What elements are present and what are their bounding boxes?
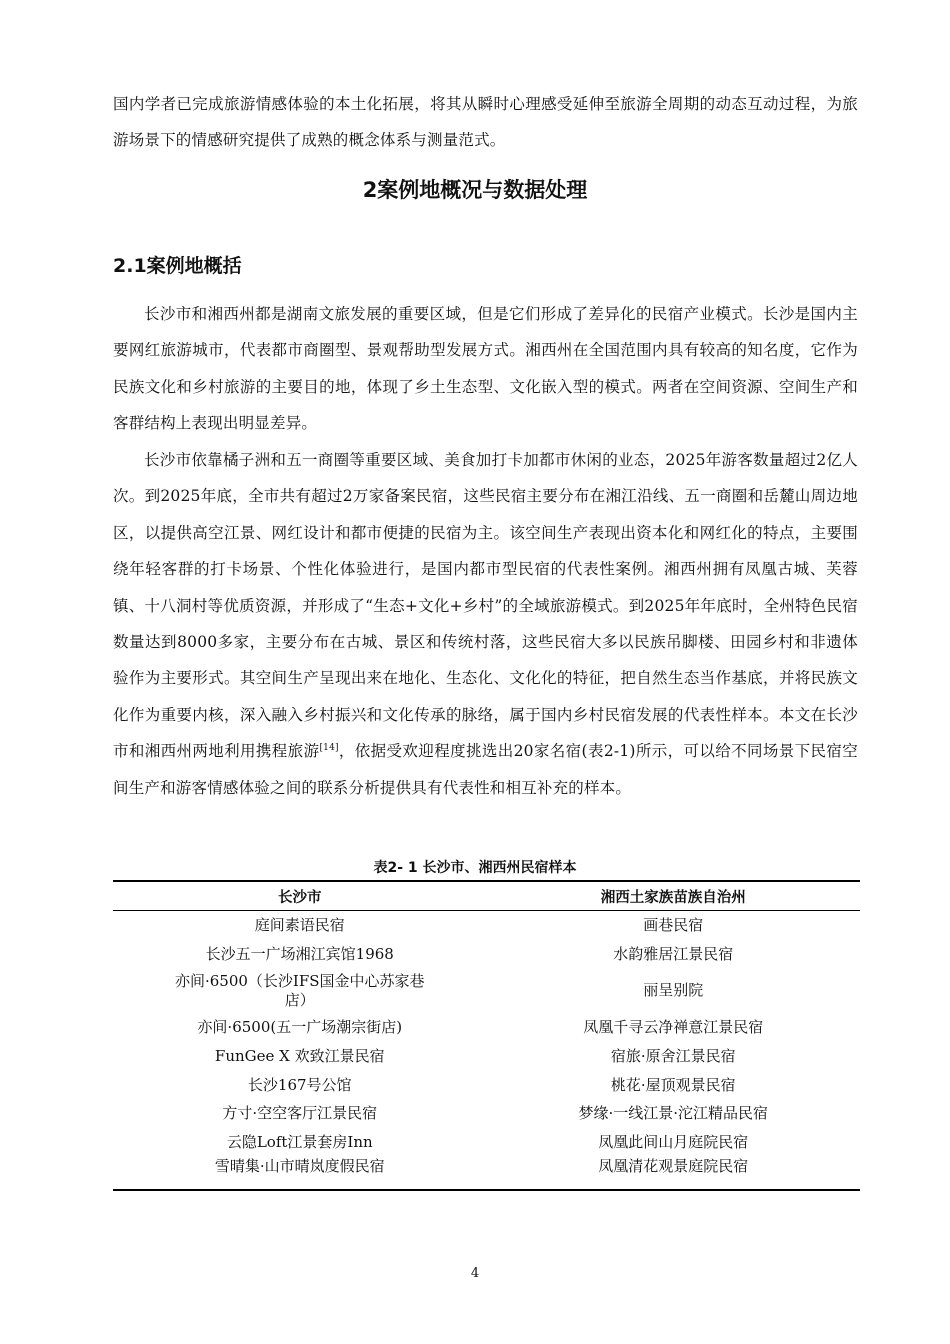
table-cell: 雪晴集·山市晴岚度假民宿 (113, 1157, 487, 1190)
table-cell: 丽呈别院 (643, 981, 704, 1000)
table-cell: 方寸·空空客厅江景民宿 (222, 1104, 378, 1123)
paragraph-overview: 长沙市和湘西州都是湖南文旅发展的重要区域，但是它们形成了差异化的民宿产业模式。长沙是国内主要网红旅游城市，代表都市商圈型、景观帮助型发展方式。湘西州在全国范围内具有较高的知名度，它作为民族文化和乡村旅游的主要目的地，体现了乡土生态型、文化嵌入型的模式。两者在空间资源、空间生产和客群结构上表现出明显差异。 (113, 305, 858, 433)
column-header-changsha: 长沙市 (113, 881, 487, 911)
table-cell: 亦间·6500(五一广场潮宗街店) (197, 1018, 403, 1037)
table-cell: 庭间素语民宿 (254, 915, 345, 934)
table-cell: 梦缘·一线江景·沱江精品民宿 (578, 1104, 769, 1123)
section-heading: 2案例地概况与数据处理 (362, 178, 588, 202)
table-cell: FunGee X 欢致江景民宿 (214, 1046, 385, 1065)
table-row (113, 1013, 860, 1042)
table-cell: 凤凰清花观景庭院民宿 (487, 1157, 861, 1190)
table-cell: 水韵雅居江景民宿 (613, 944, 734, 963)
table-row (113, 1042, 860, 1071)
paragraph-details-main: 长沙市依靠橘子洲和五一商圈等重要区域、美食加打卡加都市休闲的业态，2025年游客数量超过2亿人次。到2025年底，全市共有超过2万家备案民宿，这些民宿主要分布在湘江沿线、五一商圈和岳麓山周边地区，以提供高空江景、网红设计和都市便捷的民宿为主。该空间生产表现出资本化和网红化的特点，主要围绕年轻客群的打卡场景、个性化体验进行，是国内都市型民宿的代表性案例。湘西州拥有凤凰古城、芙蓉镇、十八洞村等优质资源，并形成了“生态+文化+乡村”的全域旅游模式。到2025年年底时，全州特色民宿数量达到8000多家，主要分布在古城、景区和传统村落，这些民宿大多以民族吊脚楼、田园乡村和非遗体验作为主要形式。其空间生产呈现出来在地化、生态化、文化化的特征，把自然生态当作基底，并将民族文化作为重要内核，深入融入乡村振兴和文化传承的脉络，属于国内乡村民宿发展的代表性样本。本文在长沙市和湘西州两地利用携程旅游 (113, 451, 858, 761)
table-cell: 画巷民宿 (643, 915, 704, 934)
table-cell: 凤凰千寻云净禅意江景民宿 (583, 1018, 764, 1037)
table-cell: 凤凰此间山月庭院民宿 (598, 1132, 749, 1151)
table-cell-text: 亦间·6500（长沙IFS国金中心苏家巷店） (174, 971, 425, 1009)
table-row (113, 1157, 860, 1190)
table-row (113, 1128, 860, 1157)
table-cell: 长沙五一广场湘江宾馆1968 (205, 944, 394, 963)
table-row (113, 911, 860, 940)
homestay-sample-table (113, 880, 860, 1191)
table-cell: 长沙167号公馆 (247, 1075, 352, 1094)
paragraph-details (113, 442, 858, 806)
column-header-xiangxi: 湘西土家族苗族自治州 (487, 881, 861, 911)
table-cell: 桃花·屋顶观景民宿 (610, 1075, 736, 1094)
subsection-heading: 2.1案例地概括 (113, 255, 242, 277)
table-row (113, 1071, 860, 1100)
table-caption: 表2- 1 长沙市、湘西州民宿样本 (373, 860, 577, 876)
intro-paragraph: 国内学者已完成旅游情感体验的本土化拓展，将其从瞬时心理感受延伸至旅游全周期的动态互动过程，为旅游场景下的情感研究提供了成熟的概念体系与测量范式。 (113, 95, 858, 150)
paragraph-details-tail: ，依据受欢迎程度挑选出20家名宿(表2-1)所示，可以给不同场景下民宿空间生产和游客情感体验之间的联系分析提供具有代表性和相互补充的样本。 (113, 742, 858, 797)
table-cell: 云隐Loft江景套房Inn (226, 1132, 373, 1151)
table-row (113, 1099, 860, 1128)
page-number: 4 (470, 1266, 480, 1281)
table-row (113, 940, 860, 969)
citation-ref: [14] (319, 743, 339, 754)
table-cell (113, 968, 487, 1013)
table-cell: 宿旅·原舍江景民宿 (610, 1046, 736, 1065)
table-header-row (113, 881, 860, 911)
table-row (113, 968, 860, 1013)
